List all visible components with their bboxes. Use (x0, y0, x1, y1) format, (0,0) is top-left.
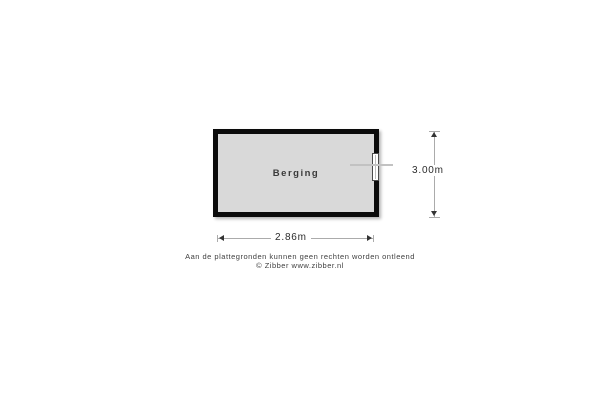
arrow-right-icon (367, 235, 372, 241)
arrow-down-icon (431, 211, 437, 216)
width-dimension-tick-right (373, 235, 374, 242)
arrow-up-icon (431, 132, 437, 137)
disclaimer-text: Aan de plattegronden kunnen geen rechten worden ontleend (185, 252, 415, 261)
arrow-left-icon (219, 235, 224, 241)
window-glass-line (375, 155, 376, 179)
width-dimension-tick-left (217, 235, 218, 242)
room-label: Berging (272, 167, 320, 179)
height-dimension-cap-bottom (429, 217, 440, 218)
window-sill-line (350, 164, 393, 166)
footer-disclaimer (0, 252, 600, 270)
room-berging (213, 129, 379, 217)
width-dimension-label: 2.86m (271, 232, 311, 243)
copyright-text: © Zibber www.zibber.nl (256, 261, 344, 270)
height-dimension-label: 3.00m (412, 165, 444, 176)
